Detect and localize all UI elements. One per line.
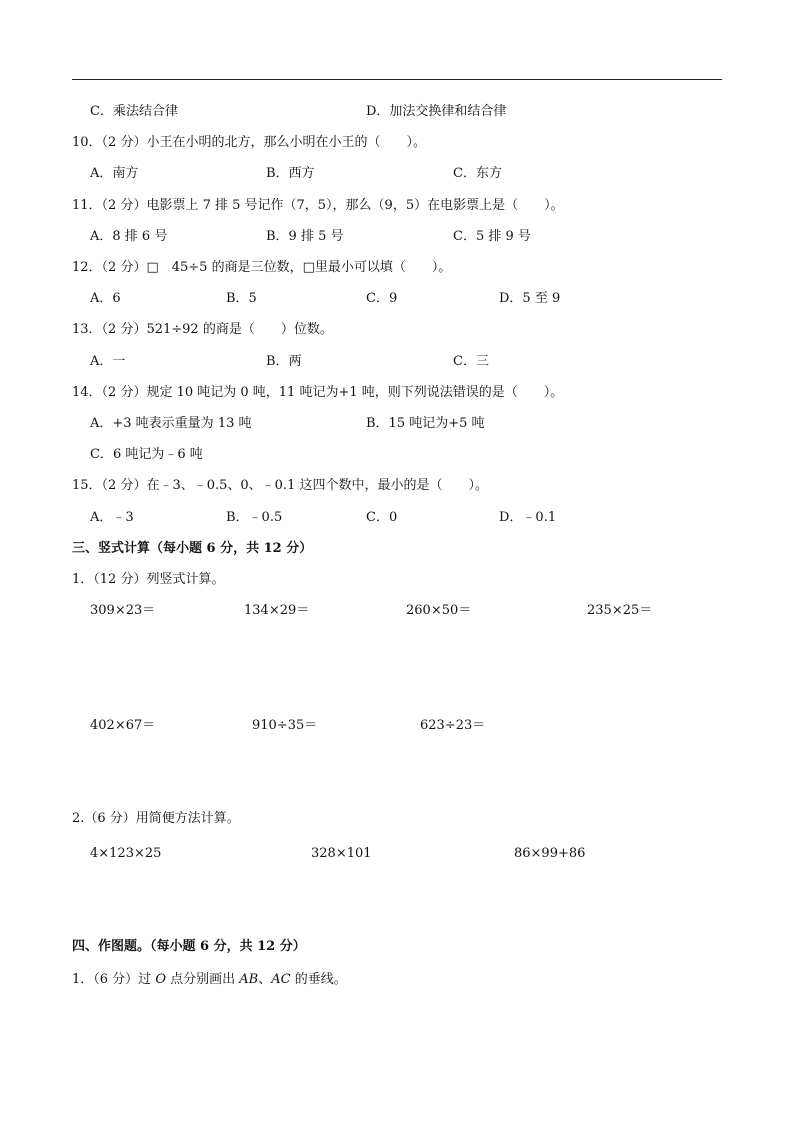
calc-expression: 260×50＝ [406, 603, 472, 618]
q10-option-a: A．南方 [90, 166, 139, 181]
q12-stem: 12．（2 分）□ 45÷5 的商是三位数，□里最小可以填（ ）。 [72, 260, 452, 275]
q15-stem: 15．（2 分）在﹣3、﹣0.5、0、﹣0.1 这四个数中，最小的是（ ）。 [72, 478, 488, 493]
simplify-expression: 328×101 [311, 846, 372, 861]
q9-option-c: C．乘法结合律 [90, 104, 178, 119]
calc-expression: 910÷35＝ [252, 718, 318, 733]
section3-q2-stem: 2.（6 分）用简便方法计算。 [72, 811, 240, 826]
q15-option-a: A．﹣3 [90, 510, 134, 525]
q13-option-a: A．一 [90, 354, 126, 369]
line-ab-label: AB [239, 972, 259, 987]
stem-text: 、 [258, 972, 272, 987]
calc-expression: 402×67＝ [90, 718, 156, 733]
section3-q1-stem: 1．（12 分）列竖式计算。 [72, 572, 225, 587]
q11-option-c: C．5 排 9 号 [453, 229, 531, 244]
q13-option-b: B．两 [266, 354, 302, 369]
q12-option-b: B．5 [226, 291, 257, 306]
q14-option-a: A．+3 吨表示重量为 13 吨 [90, 416, 252, 431]
q13-stem: 13．（2 分）521÷92 的商是（ ）位数。 [72, 322, 333, 337]
q12-option-d: D．5 至 9 [499, 291, 561, 306]
q10-option-c: C．东方 [453, 166, 502, 181]
q14-option-b: B．15 吨记为+5 吨 [366, 416, 485, 431]
point-o-label: O [155, 972, 166, 987]
header-rule [72, 79, 722, 80]
calc-expression: 309×23＝ [90, 603, 156, 618]
q11-option-b: B．9 排 5 号 [266, 229, 344, 244]
q12-option-c: C．9 [366, 291, 398, 306]
line-ac-label: AC [271, 972, 291, 987]
q14-option-c: C．6 吨记为﹣6 吨 [90, 447, 203, 462]
calc-expression: 623÷23＝ [420, 718, 486, 733]
simplify-expression: 86×99+86 [514, 846, 586, 861]
q14-stem: 14．（2 分）规定 10 吨记为 0 吨，11 吨记为+1 吨，则下列说法错误的是（ ）。 [72, 385, 564, 400]
calc-expression: 235×25＝ [587, 603, 653, 618]
stem-text: 1．（6 分）过 [72, 972, 156, 987]
q15-option-c: C．0 [366, 510, 398, 525]
q15-option-d: D．﹣0.1 [499, 510, 557, 525]
q15-option-b: B．﹣0.5 [226, 510, 283, 525]
q10-option-b: B．西方 [266, 166, 315, 181]
stem-text: 点分别画出 [165, 972, 240, 987]
q13-option-c: C．三 [453, 354, 489, 369]
section4-q1-stem [72, 972, 347, 988]
section3-title: 三、竖式计算（每小题 6 分，共 12 分） [72, 541, 313, 556]
stem-text: 的垂线。 [290, 972, 347, 987]
q11-stem: 11．（2 分）电影票上 7 排 5 号记作（7，5），那么（9，5）在电影票上是（ ）。 [72, 198, 564, 213]
q11-option-a: A．8 排 6 号 [90, 229, 168, 244]
section4-title: 四、作图题。（每小题 6 分，共 12 分） [72, 939, 306, 954]
q10-stem: 10．（2 分）小王在小明的北方，那么小明在小王的（ ）。 [72, 135, 426, 150]
q9-option-d: D．加法交换律和结合律 [366, 104, 507, 119]
q12-option-a: A．6 [90, 291, 121, 306]
simplify-expression: 4×123×25 [90, 846, 162, 861]
calc-expression: 134×29＝ [244, 603, 310, 618]
